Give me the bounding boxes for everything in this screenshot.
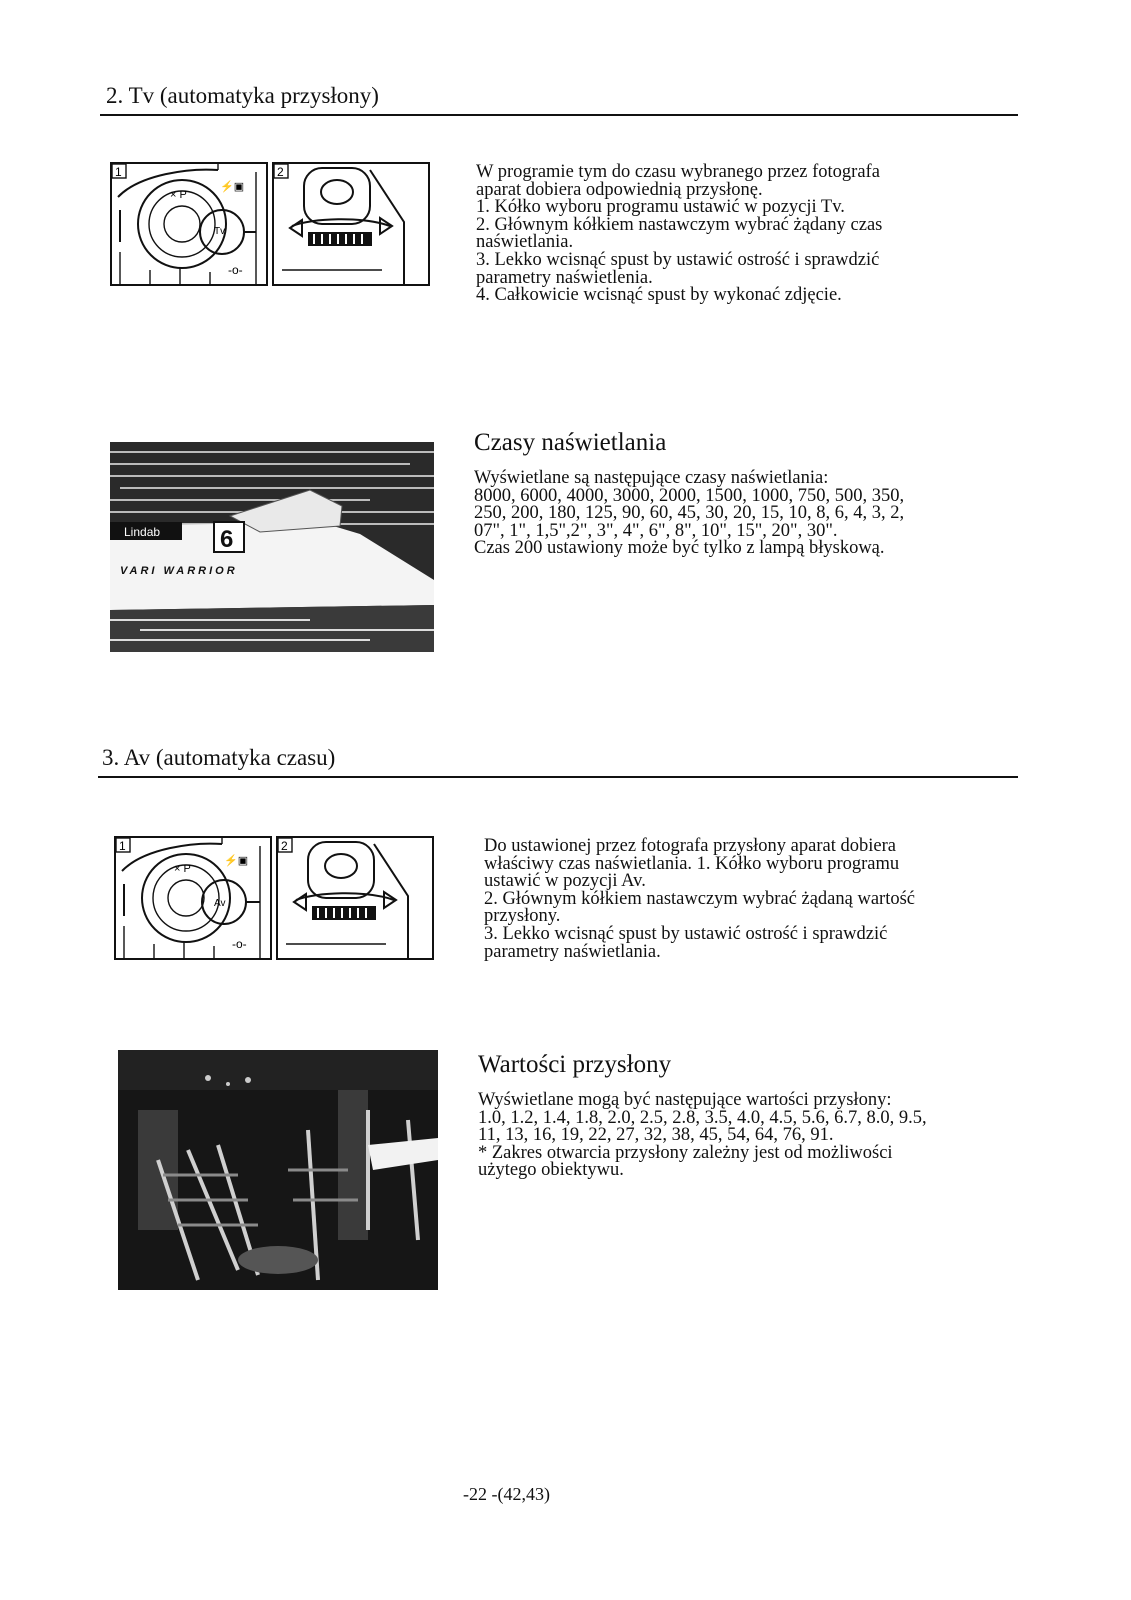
av-description-line: przysłony. xyxy=(484,906,561,927)
tv-description-line: aparat dobiera odpowiednią przysłonę. xyxy=(476,179,763,200)
tv-description-line: W programie tym do czasu wybranego przez fotografa xyxy=(476,162,880,182)
figure-label-1: 1 xyxy=(119,839,126,853)
svg-text:⚡▣: ⚡▣ xyxy=(224,855,249,867)
tv-description xyxy=(476,164,882,305)
shutter-speeds-heading: Czasy naświetlania xyxy=(474,429,667,456)
boat-number-label: 6 xyxy=(220,526,234,553)
shutter-speeds-line: Czas 200 ustawiony może być tylko z lampą błyskową. xyxy=(474,538,885,559)
boat-sponsor-label: Lindab xyxy=(124,525,161,539)
aperture-values-line: 1.0, 1.2, 1.4, 1.8, 2.0, 2.5, 2.8, 3.5, 4.0, 4.5, 5.6, 6.7, 8.0, 9.5, xyxy=(478,1107,927,1128)
tv-description-line: 4. Całkowicie wcisnąć spust by wykonać zdjęcie. xyxy=(476,285,842,306)
tv-description-line: 3. Lekko wcisnąć spust by ustawić ostrość i sprawdzić xyxy=(476,249,880,270)
svg-text:× P: × P xyxy=(174,863,191,875)
aperture-values-line: * Zakres otwarcia przysłony zależny jest od możliwości xyxy=(478,1142,893,1163)
av-description xyxy=(484,838,915,961)
boat-hull-label: VARI WARRIOR xyxy=(120,565,238,577)
shutter-speeds-line: 07", 1", 1,5",2", 3", 4", 6", 8", 10", 15", 20", 30". xyxy=(474,520,838,541)
tv-description-line: naświetlania. xyxy=(476,232,574,253)
tv-description-line: 2. Głównym kółkiem nastawczym wybrać żądany czas xyxy=(476,214,883,235)
svg-text:× P: × P xyxy=(170,189,187,201)
aperture-values-line: Wyświetlane mogą być następujące wartości przysłony: xyxy=(478,1090,892,1110)
chairs-photo xyxy=(118,1050,438,1290)
av-description-line: 2. Głównym kółkiem nastawczym wybrać żądaną wartość xyxy=(484,888,916,909)
main-dial-tv-figure xyxy=(272,162,430,286)
av-description-line: Do ustawionej przez fotografa przysłony aparat dobiera xyxy=(484,836,896,856)
section-rule-av xyxy=(98,776,1018,778)
aperture-values-line: 11, 13, 16, 19, 22, 27, 32, 38, 45, 54, 64, 76, 91. xyxy=(478,1125,834,1146)
av-description-line: właściwy czas naświetlania. 1. Kółko wyboru programu xyxy=(484,853,900,874)
section-rule-tv xyxy=(100,114,1018,116)
figure-label-2: 2 xyxy=(277,165,284,179)
av-description-line: parametry naświetlania. xyxy=(484,941,661,962)
aperture-values-heading: Wartości przysłony xyxy=(478,1051,672,1078)
svg-text:Av: Av xyxy=(214,898,226,909)
mode-dial-av-figure xyxy=(114,836,272,960)
av-description-line: ustawić w pozycji Av. xyxy=(484,871,646,892)
figure-label-2: 2 xyxy=(281,839,288,853)
shutter-speeds-line: Wyświetlane są następujące czasy naświetlania: xyxy=(474,468,829,488)
shutter-speeds-line: 250, 200, 180, 125, 90, 60, 45, 30, 20, 15, 10, 8, 6, 4, 3, 2, xyxy=(474,503,905,524)
tv-description-line: parametry naświetlenia. xyxy=(476,267,653,288)
svg-text:-o-: -o- xyxy=(228,263,243,277)
section-title-tv: 2. Tv (automatyka przysłony) xyxy=(106,83,379,108)
main-dial-av-figure xyxy=(276,836,434,960)
svg-text:⚡▣: ⚡▣ xyxy=(220,181,245,193)
shutter-speeds-text xyxy=(474,470,904,558)
svg-text:Tv: Tv xyxy=(214,226,226,237)
section-title-av: 3. Av (automatyka czasu) xyxy=(102,745,336,770)
aperture-values-text xyxy=(478,1092,927,1180)
shutter-speeds-line: 8000, 6000, 4000, 3000, 2000, 1500, 1000, 750, 500, 350, xyxy=(474,485,905,506)
page-number: -22 -(42,43) xyxy=(463,1484,550,1504)
av-description-line: 3. Lekko wcisnąć spust by ustawić ostrość i sprawdzić xyxy=(484,923,888,944)
tv-description-line: 1. Kółko wyboru programu ustawić w pozycji Tv. xyxy=(476,197,845,218)
speedboat-photo xyxy=(110,430,434,652)
aperture-values-line: użytego obiektywu. xyxy=(478,1160,624,1181)
mode-dial-tv-figure xyxy=(110,162,268,286)
svg-text:-o-: -o- xyxy=(232,937,247,951)
figure-label-1: 1 xyxy=(115,165,122,179)
